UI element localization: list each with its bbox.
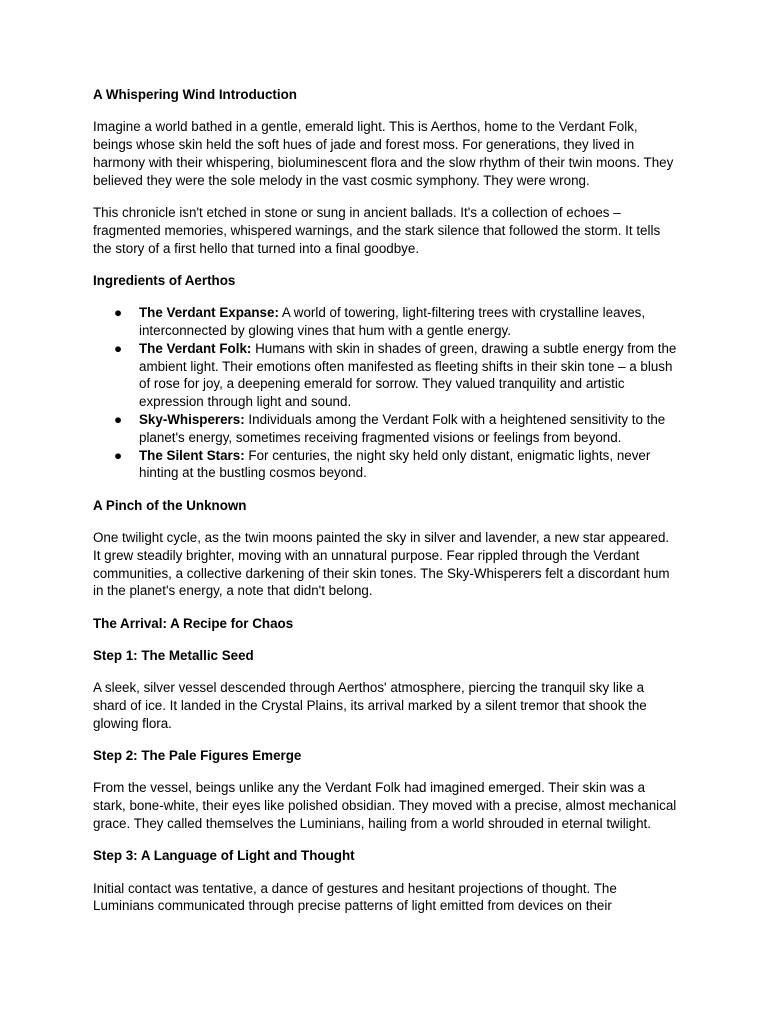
- document-page: [93, 86, 678, 930]
- list-item-term: The Silent Stars:: [139, 447, 245, 463]
- list-item-term: Sky-Whisperers:: [139, 411, 245, 427]
- bullet-icon: ●: [114, 447, 123, 463]
- bullet-icon: ●: [114, 411, 123, 427]
- heading-arrival: The Arrival: A Recipe for Chaos: [93, 615, 294, 631]
- paragraph-intro-2: This chronicle isn't etched in stone or sung in ancient ballads. It's a collection of echoes – fragmented memories, whispered warnings, and the stark silence that followed the storm. It tells the story of a first hello that turned into a final goodbye.: [93, 204, 661, 256]
- list-item-text: Individuals among the Verdant Folk with a heightened sensitivity to the planet's energy, sometimes receiving fragmented visions or feelings from beyond.: [139, 411, 666, 445]
- heading-unknown: A Pinch of the Unknown: [93, 497, 247, 513]
- paragraph-step-3: Initial contact was tentative, a dance of gestures and hesitant projections of thought. The Luminians communicated through precise patterns of light emitted from devices on their: [93, 880, 617, 914]
- list-item: [114, 340, 678, 411]
- list-item-term: The Verdant Folk:: [139, 340, 252, 356]
- paragraph-step-1: A sleek, silver vessel descended through Aerthos' atmosphere, piercing the tranquil sky like a shard of ice. It landed in the Crystal Plains, its arrival marked by a silent tremor that shook the glowing flora.: [93, 680, 647, 731]
- paragraph-unknown: One twilight cycle, as the twin moons painted the sky in silver and lavender, a new star appeared. It grew steadily brighter, moving with an unnatural purpose. Fear rippled through the Verdant communities, a collective darkening of their skin tones. The Sky-Whisperers felt a discordant hum in the planet's energy, a note that didn't belong.: [93, 529, 670, 599]
- heading-step-3: Step 3: A Language of Light and Thought: [93, 848, 355, 864]
- heading-step-2: Step 2: The Pale Figures Emerge: [93, 748, 302, 764]
- list-item: [114, 411, 678, 447]
- bullet-icon: ●: [114, 340, 123, 356]
- heading-ingredients: Ingredients of Aerthos: [93, 272, 236, 288]
- heading-step-1: Step 1: The Metallic Seed: [93, 647, 254, 663]
- list-item-term: The Verdant Expanse:: [139, 305, 279, 321]
- paragraph-intro-1: Imagine a world bathed in a gentle, emerald light. This is Aerthos, home to the Verdant Folk, beings whose skin held the soft hues of jade and forest moss. For generations, they lived in harmony with their whispering, bioluminescent flora and the slow rhythm of their twin moons. They believed they were the sole melody in the vast cosmic symphony. They were wrong.: [93, 119, 674, 188]
- heading-intro: A Whispering Wind Introduction: [93, 87, 297, 102]
- list-item: [114, 304, 678, 340]
- list-item-text: A world of towering, light-filtering trees with crystalline leaves, interconnected by glowing vines that hum with a gentle energy.: [139, 305, 646, 338]
- list-item: [114, 447, 678, 483]
- bullet-icon: ●: [114, 305, 123, 321]
- list-item-text: For centuries, the night sky held only distant, enigmatic lights, never hinting at the bustling cosmos beyond.: [139, 447, 651, 481]
- paragraph-step-2: From the vessel, beings unlike any the Verdant Folk had imagined emerged. Their skin was a stark, bone-white, their eyes like polished obsidian. They moved with a precise, almost mechanical grace. They called themselves the Luminians, hailing from a world shrouded in eternal twilight.: [93, 780, 677, 831]
- ingredients-list: [93, 304, 678, 482]
- list-item-text: Humans with skin in shades of green, drawing a subtle energy from the ambient light. Their emotions often manifested as fleeting shifts in their skin tone – a blush of rose for joy, a deepening emerald for sorrow. They valued tranquility and artistic expression through light and sound.: [139, 340, 677, 410]
